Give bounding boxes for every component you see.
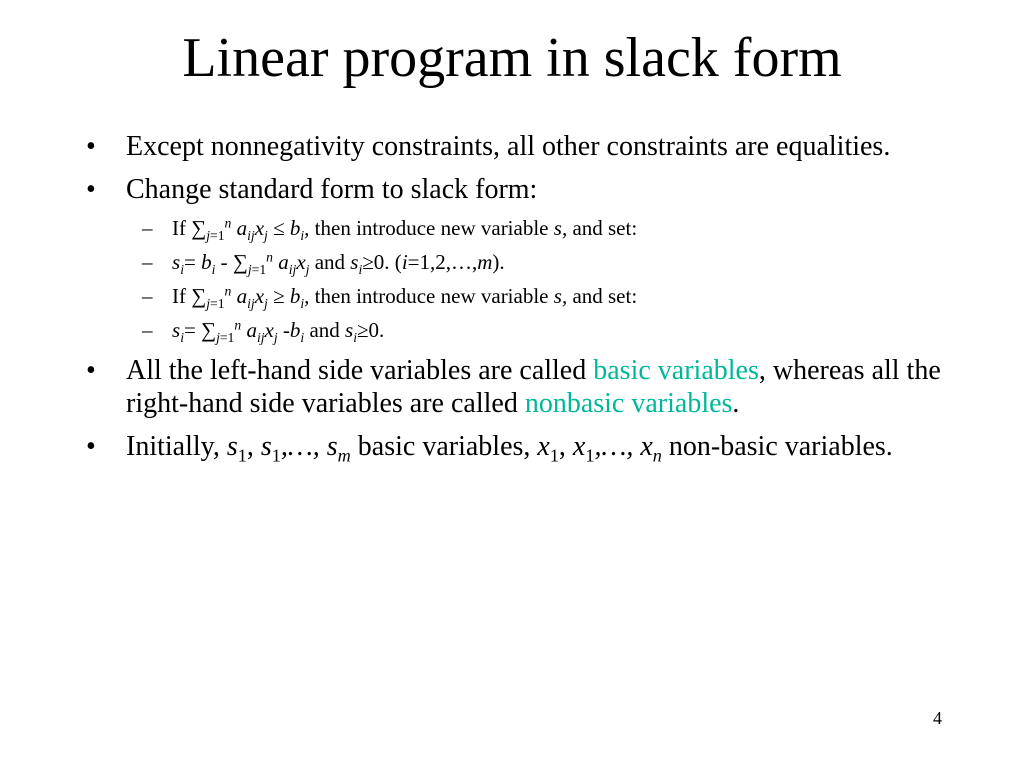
bullet-basic-variables: • All the left-hand side variables are called basic variables, whereas all the right-hand side variables are called nonbasic variables. [86,355,941,419]
bullet-dot: • [86,131,96,162]
sub-bullet-dash: – [142,250,153,274]
bullet-text: Change standard form to slack form: [126,174,538,205]
sub-bullet-dash: – [142,318,153,342]
bullet-initial-variables: • Initially, $s_1$, $s_1,\dots$, $s_m$ basic variables, $x_1$, $x_1,\dots$, $x_n$ non-basic variables. [86,431,893,466]
bullet-dot: • [86,174,96,205]
bullet-change-form [86,173,946,206]
sub-item-slack-equation-2: – $s_i= \sum_{j=1}^n$ $a_{ij}x_j$ $-b_i$ and $s_i\ge 0$. [142,317,385,345]
page-number: 4 [933,708,942,728]
bullet-text: Except nonnegativity constraints, all other constraints are equalities. [126,131,891,162]
term-basic-variables: basic variables [593,355,759,386]
sub-item-ge-constraint: – If $\sum_{j=1}^n$ $a_{ij}x_j \ge b_i$, then introduce new variable s, and set: [142,283,638,311]
slide-title: Linear program in slack form [182,27,842,89]
slide-content [86,130,946,473]
bullet-nonnegativity [86,130,946,163]
sub-bullet-dash: – [142,216,153,240]
sub-bullet-dash: – [142,284,153,308]
sub-item-le-constraint: – If $\sum_{j=1}^n$ $a_{ij}x_j \le b_i$, then introduce new variable s, and set: [142,215,638,243]
sub-item-slack-equation-1: – $s_i= b_i - \sum_{j=1}^n$ $a_{ij}x_j$ and $s_i\ge 0$. (i=1,2,…,m). [142,249,505,277]
term-nonbasic-variables: nonbasic variables [524,388,733,419]
bullet-dot: • [86,431,96,462]
bullet-dot: • [86,355,96,386]
slack-form-steps [86,215,946,345]
